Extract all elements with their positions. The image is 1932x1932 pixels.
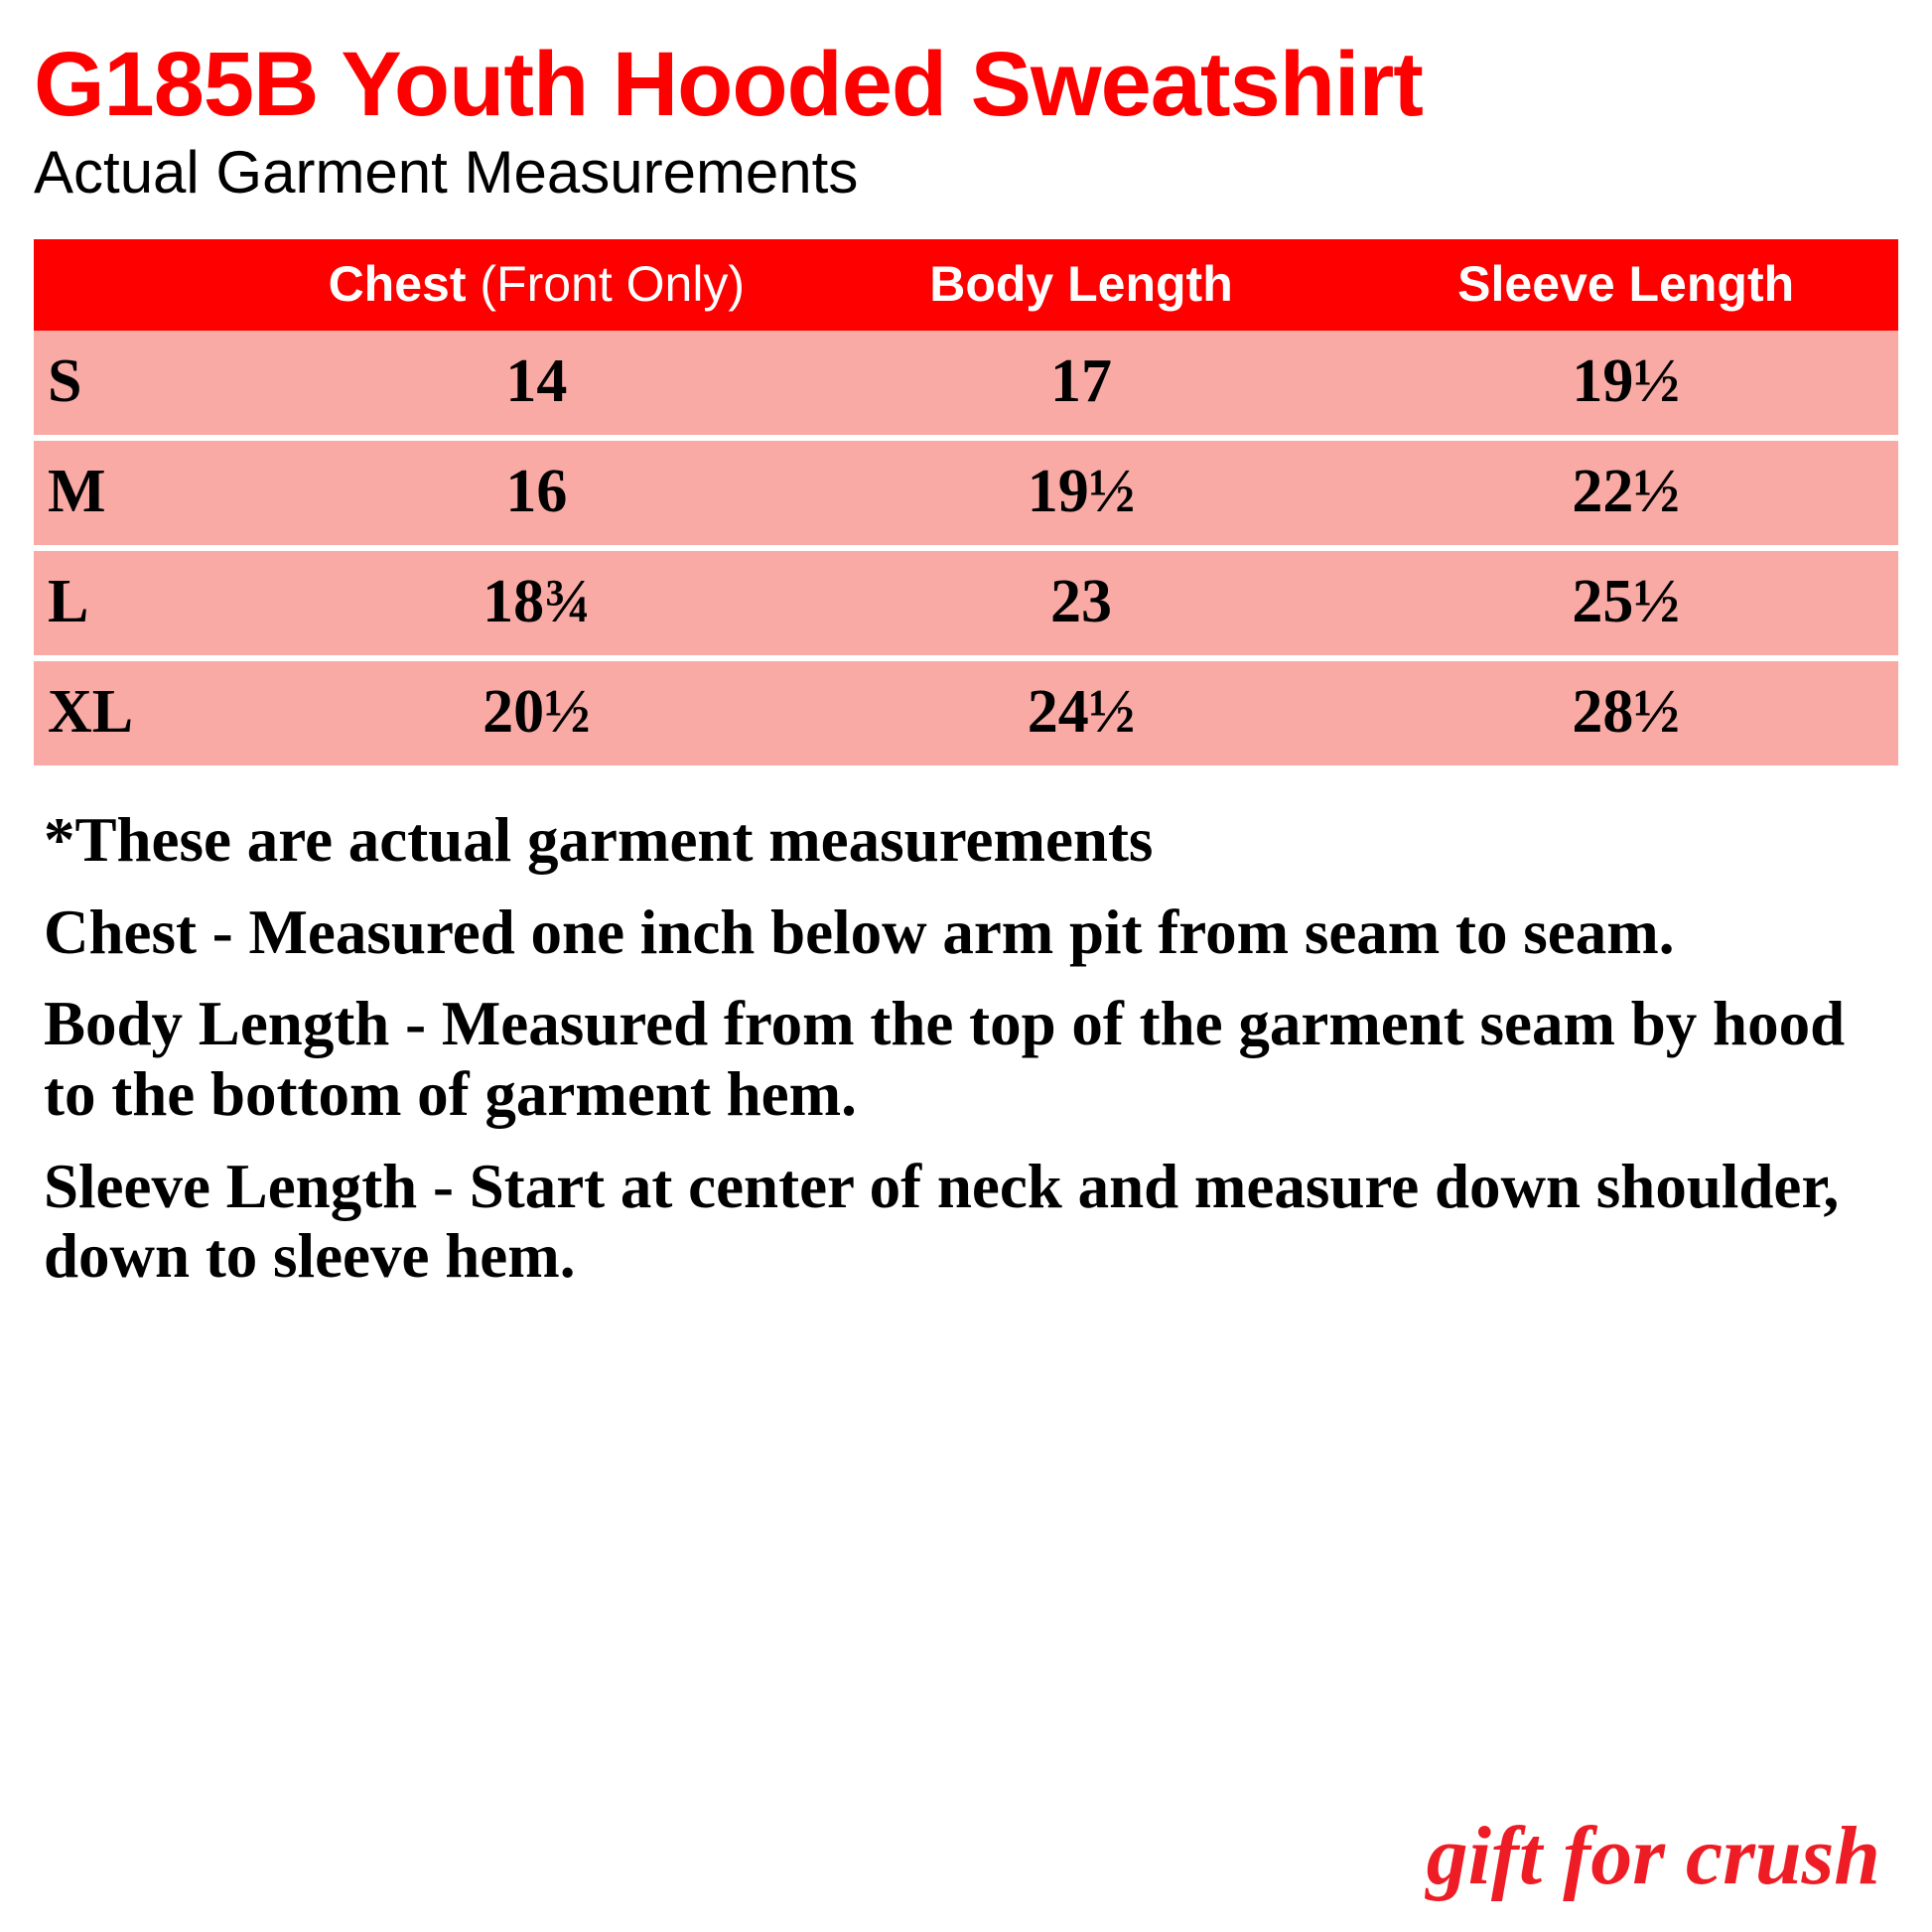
cell-body-length-l: 23 [809,548,1354,658]
note-body-length: Body Length - Measured from the top of the garment seam by hood to the bottom of garment hem. [44,989,1846,1129]
brand-logo: gift for crush [1426,1810,1880,1902]
table-row [34,658,1898,765]
cell-sleeve-length-l: 25½ [1353,548,1898,658]
column-header-size [34,239,264,331]
cell-size-xl: XL [34,658,264,765]
cell-sleeve-length-m: 22½ [1353,438,1898,548]
table-body [34,331,1898,765]
measurement-notes [34,805,1898,1291]
cell-body-length-s: 17 [809,331,1354,438]
page-subtitle: Actual Garment Measurements [34,139,859,207]
note-sleeve-length: Sleeve Length - Start at center of neck and measure down shoulder, down to sleeve hem. [44,1151,1840,1292]
table-row [34,331,1898,438]
note-disclaimer: *These are actual garment measurements [44,805,1154,876]
size-measurements-table [34,239,1898,765]
table-row [34,438,1898,548]
column-header-chest-label: Chest [328,256,467,313]
note-chest: Chest - Measured one inch below arm pit from seam to seam. [44,897,1675,967]
table-header [34,239,1898,331]
cell-sleeve-length-xl: 28½ [1353,658,1898,765]
cell-size-m: M [34,438,264,548]
cell-size-l: L [34,548,264,658]
cell-chest-l: 18¾ [264,548,809,658]
table-row [34,548,1898,658]
column-header-body-length: Body Length [809,239,1354,331]
cell-chest-xl: 20½ [264,658,809,765]
cell-sleeve-length-s: 19½ [1353,331,1898,438]
cell-body-length-xl: 24½ [809,658,1354,765]
cell-body-length-m: 19½ [809,438,1354,548]
cell-size-s: S [34,331,264,438]
table-header-row [34,239,1898,331]
cell-chest-s: 14 [264,331,809,438]
column-header-chest [264,239,809,331]
cell-chest-m: 16 [264,438,809,548]
column-header-chest-sub: (Front Only) [466,256,746,313]
column-header-sleeve-length: Sleeve Length [1353,239,1898,331]
page-title: G185B Youth Hooded Sweatshirt [34,34,1423,135]
